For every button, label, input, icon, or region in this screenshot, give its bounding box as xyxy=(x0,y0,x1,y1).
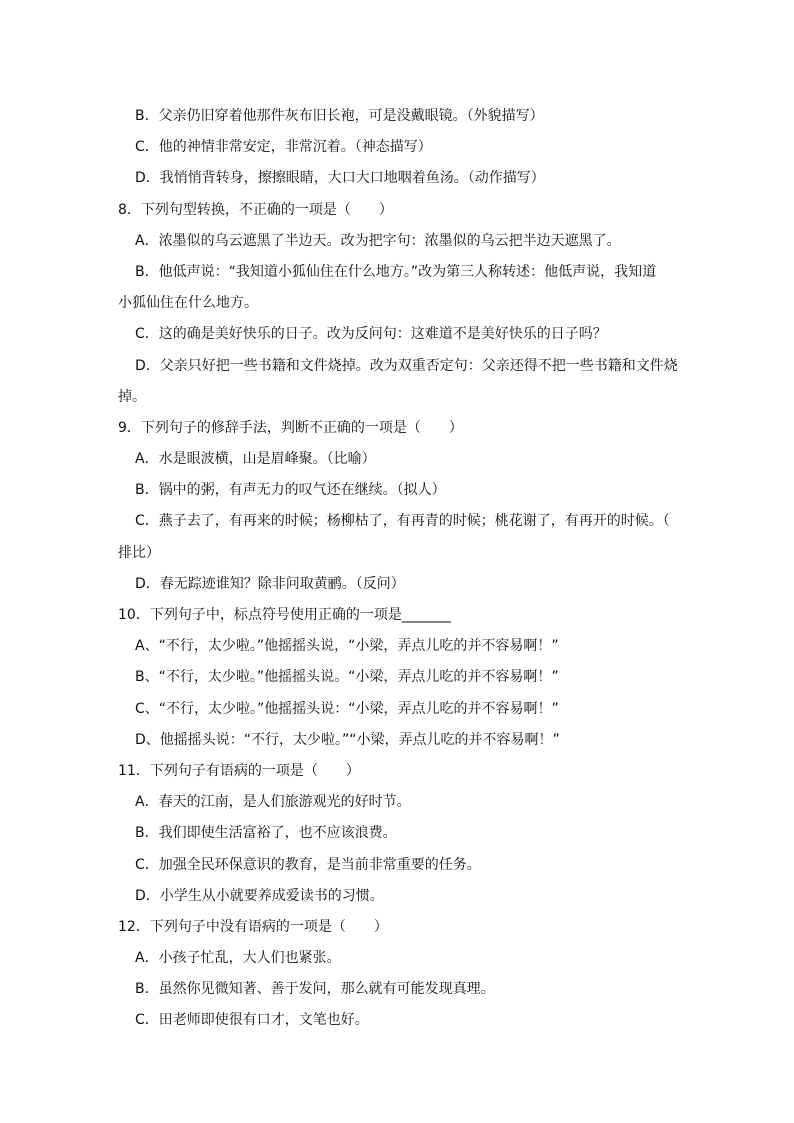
option-10c: C、“不行，太少啦。”他摇摇头说：“小梁，弄点儿吃的并不容易啊！” xyxy=(135,700,559,717)
option-9c: C．燕子去了，有再来的时候；杨柳枯了，有再青的时候；桃花谢了，有再开的时候。（ xyxy=(135,513,670,530)
option-9a: A．水是眼波横，山是眉峰聚。（比喻） xyxy=(135,451,376,468)
option-11b: B．我们即使生活富裕了，也不应该浪费。 xyxy=(135,825,397,842)
option-12a: A．小孩子忙乱，大人们也紧张。 xyxy=(135,950,341,967)
question-9: 9．下列句子的修辞手法，判断不正确的一项是（ ） xyxy=(118,419,463,436)
option-8b: B．他低声说：“我知道小狐仙住在什么地方。”改为第三人称转述：他低声说，我知道 xyxy=(135,263,657,280)
question-8: 8．下列句型转换，不正确的一项是（ ） xyxy=(118,201,393,218)
option-12c: C．田老师即使很有口才，文笔也好。 xyxy=(135,1012,369,1029)
question-11: 11．下列句子有语病的一项是（ ） xyxy=(118,762,360,779)
option-11c: C．加强全民环保意识的教育，是当前非常重要的任务。 xyxy=(135,856,481,873)
option-11d: D．小学生从小就要养成爱读书的习惯。 xyxy=(135,887,384,904)
option-8d: D．父亲只好把一些书籍和文件烧掉。改为双重否定句：父亲还得不把一些书籍和文件烧 xyxy=(135,357,678,374)
question-12: 12．下列句子中没有语病的一项是（ ） xyxy=(118,918,388,935)
option-11a: A．春天的江南，是人们旅游观光的好时节。 xyxy=(135,794,411,811)
option-8b-continued: 小狐仙住在什么地方。 xyxy=(118,295,258,312)
option-7b: B．父亲仍旧穿着他那件灰布旧长袍，可是没戴眼镜。（外貌描写） xyxy=(135,108,544,124)
option-10b: B、“不行，太少啦。”他摇摇头说。“小梁，弄点儿吃的并不容易啊！” xyxy=(135,669,559,686)
question-10: 10．下列句子中，标点符号使用正确的一项是_______ xyxy=(118,607,451,623)
option-8a: A．浓墨似的乌云遮黑了半边天。改为把字句：浓墨似的乌云把半边天遮黑了。 xyxy=(135,232,621,249)
option-10d: D、他摇摇头说：“不行，太少啦。”“小梁，弄点儿吃的并不容易啊！” xyxy=(135,731,560,748)
option-9d: D．春无踪迹谁知？除非问取黄鹂。（反问） xyxy=(135,575,405,592)
option-7c: C．他的神情非常安定，非常沉着。（神态描写） xyxy=(135,139,432,156)
option-9b: B．锅中的粥，有声无力的叹气还在继续。（拟人） xyxy=(135,482,446,499)
option-7d: D．我悄悄背转身，擦擦眼睛，大口大口地咽着鱼汤。（动作描写） xyxy=(135,170,545,187)
option-8d-continued: 掉。 xyxy=(118,388,146,405)
document-content xyxy=(118,101,678,1037)
option-12b: B．虽然你见微知著、善于发问，那么就有可能发现真理。 xyxy=(135,981,495,998)
option-8c: C．这的确是美好快乐的日子。改为反问句：这难道不是美好快乐的日子吗？ xyxy=(135,326,607,343)
option-10a: A、“不行，太少啦。”他摇摇头说，“小梁，弄点儿吃的并不容易啊！” xyxy=(135,638,559,655)
option-9c-continued: 排比） xyxy=(118,544,160,561)
